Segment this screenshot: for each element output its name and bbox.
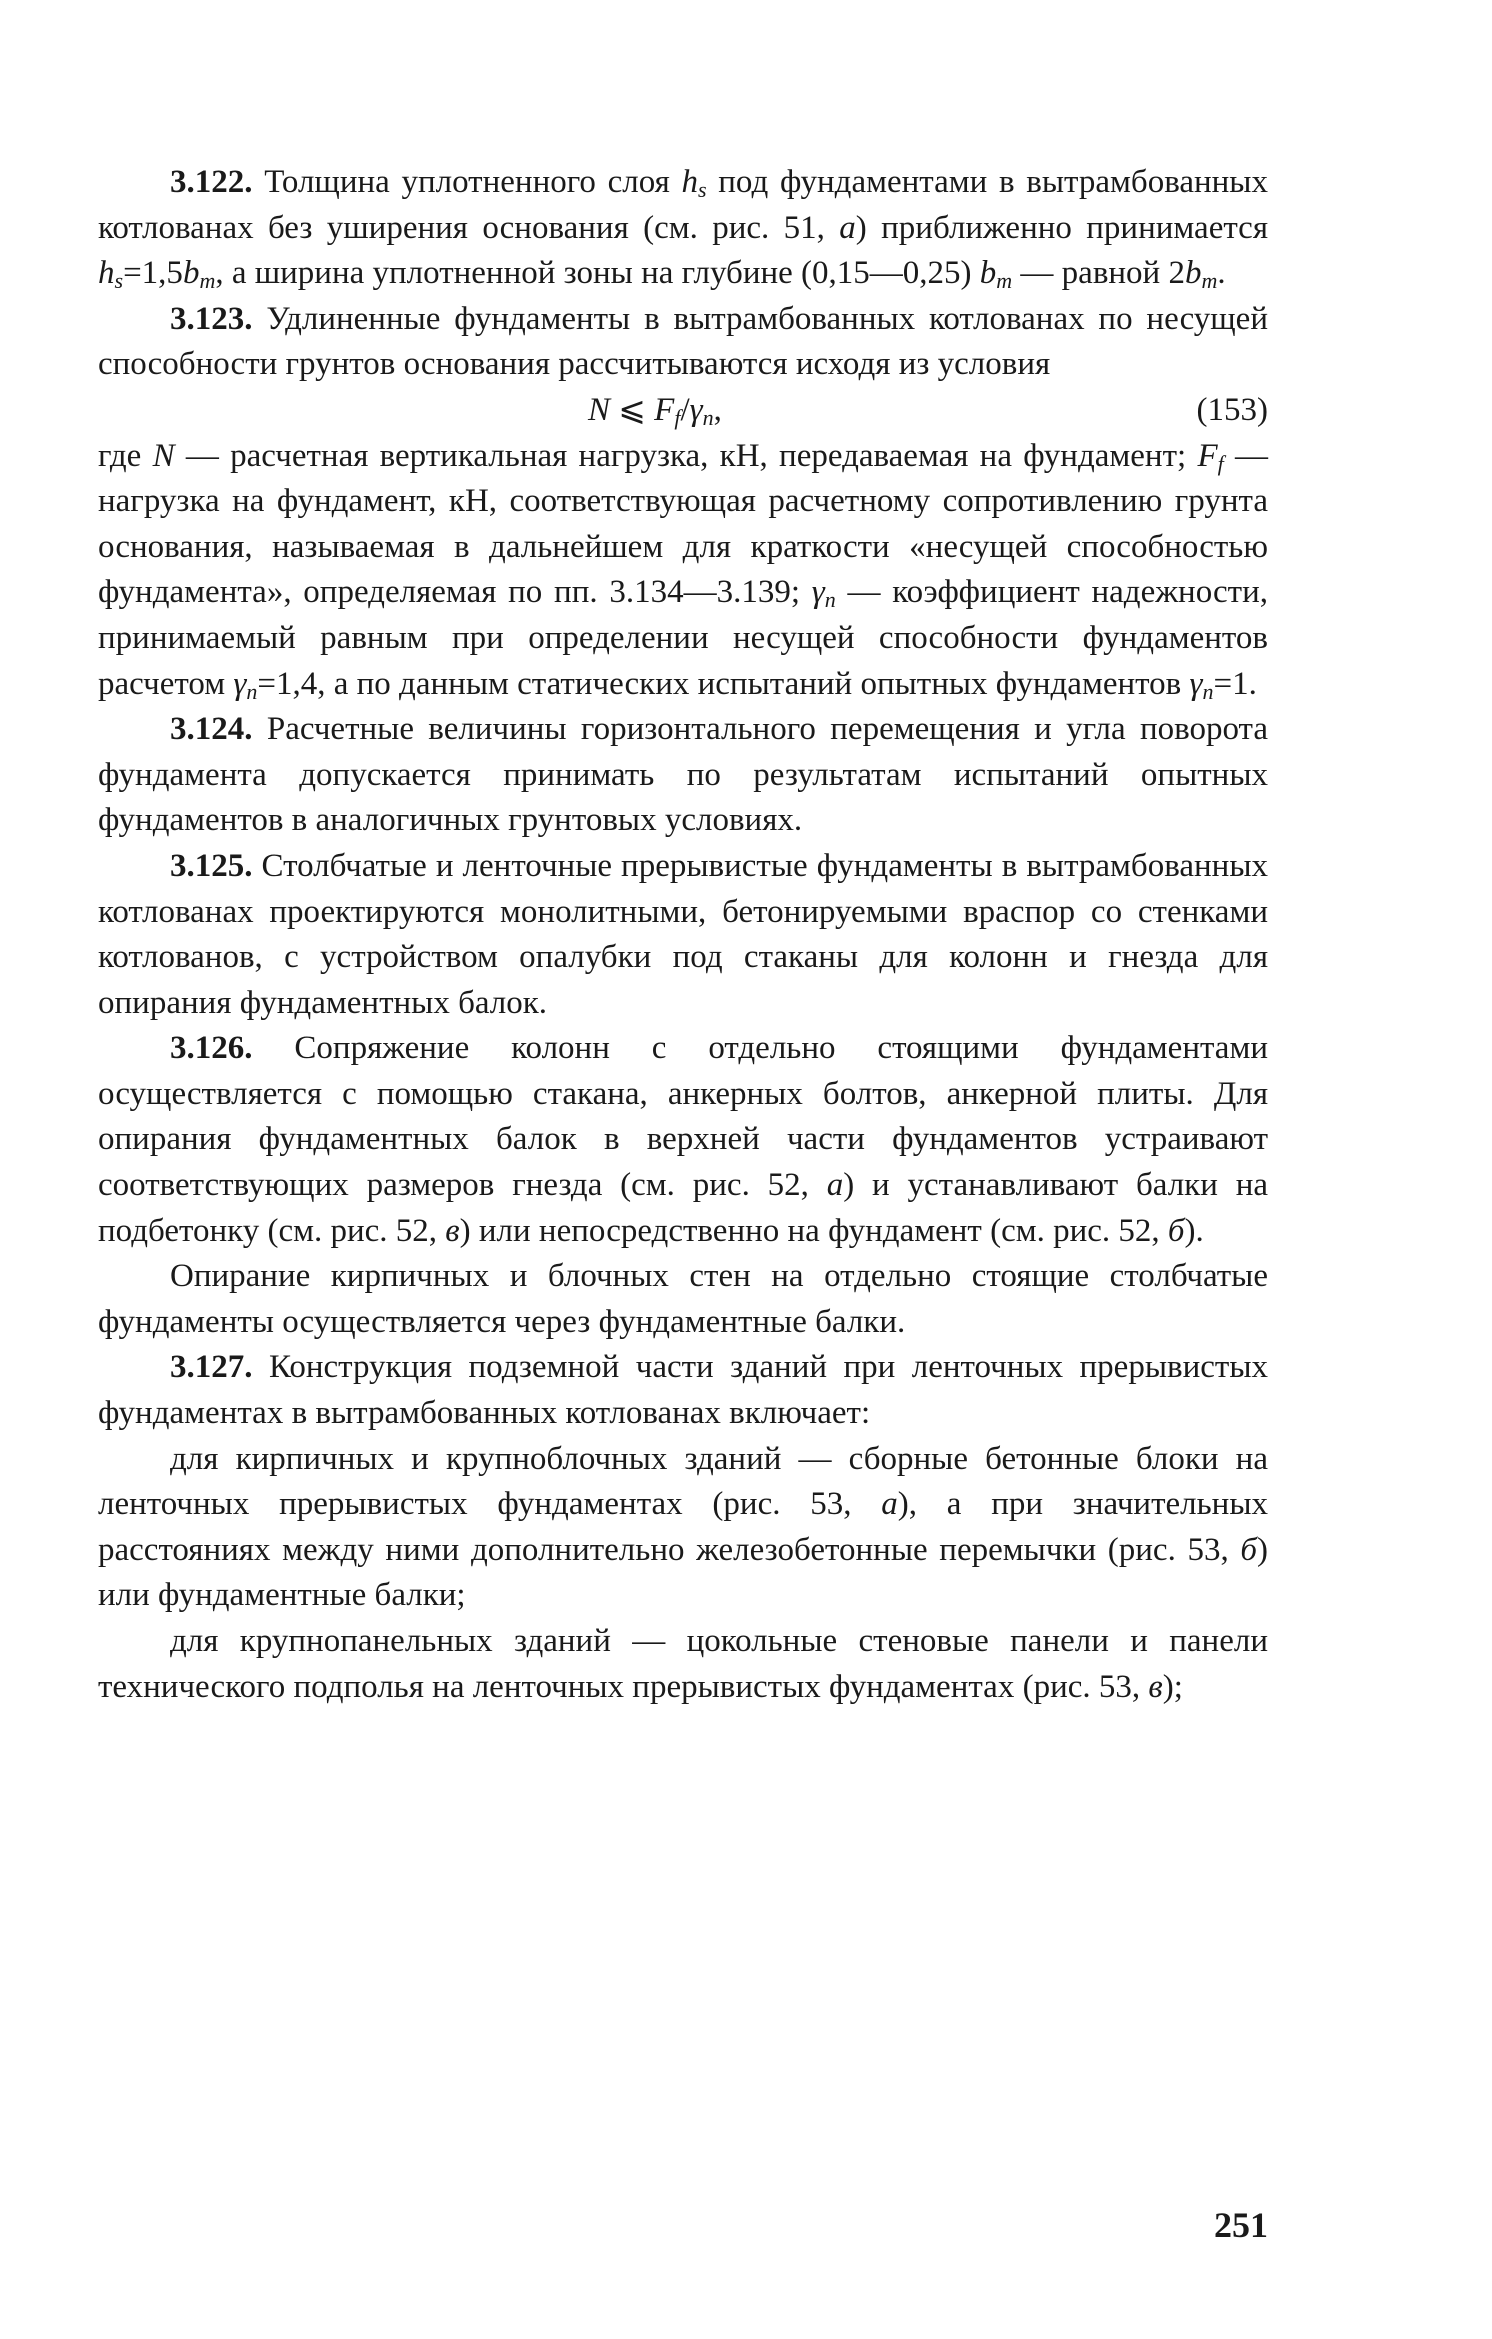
paragraph-3-127 bbox=[98, 1345, 1268, 1436]
paragraph-3-126 bbox=[98, 1026, 1268, 1254]
figure-ref: в bbox=[445, 1212, 460, 1249]
text: . bbox=[1217, 255, 1226, 292]
subscript: m bbox=[199, 268, 216, 294]
text: ). bbox=[1184, 1212, 1204, 1249]
figure-ref: а bbox=[826, 1167, 844, 1204]
text: — коэффициент надежности, принимаемый равным при определении несущей способности фундаментов расчетом bbox=[98, 574, 1268, 702]
paragraph-3-127-panel bbox=[98, 1619, 1268, 1710]
subscript: m bbox=[996, 268, 1013, 294]
clause-number: 3.122. bbox=[170, 164, 253, 200]
text: — расчетная вертикальная нагрузка, кН, передаваемая на фундамент; bbox=[174, 437, 1198, 474]
var-h: h bbox=[98, 255, 115, 292]
text: Толщина уплотненного слоя bbox=[252, 164, 682, 200]
text: для крупнопанельных зданий — цокольные стеновые панели и панели технического подполья на ленточных прерывистых фундаментах (рис. 53, bbox=[98, 1623, 1268, 1705]
clause-number: 3.124. bbox=[170, 711, 253, 748]
var-F: F bbox=[654, 391, 675, 428]
subscript: n bbox=[702, 404, 714, 430]
var-gamma: γ bbox=[233, 665, 247, 702]
var-h: h bbox=[681, 164, 698, 200]
clause-number: 3.126. bbox=[170, 1030, 253, 1067]
text: ); bbox=[1162, 1668, 1183, 1705]
relation: ⩽ bbox=[610, 391, 655, 428]
text: где bbox=[98, 437, 153, 474]
figure-ref: а bbox=[839, 209, 856, 246]
subscript: s bbox=[114, 268, 124, 294]
text: =1. bbox=[1213, 665, 1257, 702]
var-N: N bbox=[588, 391, 611, 428]
clause-number: 3.123. bbox=[170, 300, 253, 337]
text: Конструкция подземной части зданий при ленточных прерывистых фундаментах в вытрамбованных котлованах включает: bbox=[98, 1349, 1268, 1432]
paragraph-3-126-support: Опирание кирпичных и блочных стен на отдельно стоящие столбчатые фундаменты осуществляется через фундаментные балки. bbox=[98, 1258, 1268, 1340]
var-F: F bbox=[1197, 437, 1218, 474]
var-gamma: γ bbox=[1189, 665, 1203, 702]
text: ) или фундаментные балки; bbox=[98, 1531, 1268, 1614]
clause-number: 3.127. bbox=[170, 1349, 253, 1386]
paragraph-3-124 bbox=[98, 707, 1268, 844]
text: ) или непосредственно на фундамент (см. рис. 52, bbox=[459, 1212, 1168, 1249]
text: для кирпичных и крупноблочных зданий — сборные бетонные блоки на ленточных прерывистых фундаментах (рис. 53, bbox=[98, 1440, 1268, 1523]
text: Расчетные величины горизонтального перемещения и угла поворота фундамента допускается принимать по результатам испытаний опытных фундаментов в аналогичных грунтовых условиях. bbox=[98, 711, 1268, 839]
paragraph-3-125 bbox=[98, 844, 1268, 1026]
var-N: N bbox=[152, 437, 175, 474]
var-gamma: γ bbox=[689, 391, 703, 428]
text: Сопряжение колонн с отдельно стоящими фундаментами осуществляется с помощью стакана, анкерных болтов, анкерной плиты. Для опирания фундаментных балок в верхней части фундаментов устраивают соответствующих размеров гнезда (см. рис. 52, bbox=[98, 1030, 1268, 1204]
figure-ref: б bbox=[1167, 1212, 1185, 1249]
figure-ref: а bbox=[881, 1486, 898, 1523]
subscript: s bbox=[698, 177, 707, 202]
subscript: n bbox=[824, 587, 836, 613]
figure-ref: в bbox=[1148, 1668, 1163, 1705]
text: — нагрузка на фундамент, кН, соответствующая расчетному сопротивлению грунта основания, называемая в дальнейшем для краткости «несущей способностью фундамента», определяемая по пп. 3.134—3.139; bbox=[98, 437, 1268, 611]
slash: / bbox=[680, 391, 690, 428]
subscript: m bbox=[1201, 268, 1218, 294]
text: Столбчатые и ленточные прерывистые фундаменты в вытрамбованных котлованах проектируются монолитными, бетонируемыми враспор со стенками котлованов, с устройством опалубки под стаканы для колонн и гнезда для опирания фундаментных балок. bbox=[98, 847, 1268, 1021]
text: ) и устанавливают балки на подбетонку (см. рис. 52, bbox=[98, 1167, 1268, 1249]
clause-number: 3.125. bbox=[170, 847, 253, 884]
formula-expression bbox=[588, 388, 722, 434]
paragraph-3-123-definitions bbox=[98, 434, 1268, 708]
paragraph-3-123 bbox=[98, 297, 1268, 388]
subscript: n bbox=[1202, 678, 1214, 704]
var-gamma: γ bbox=[811, 574, 825, 611]
text: Удлиненные фундаменты в вытрамбованных котлованах по несущей способности грунтов основания рассчитываются исходя из условия bbox=[98, 300, 1268, 383]
paragraph-3-122 bbox=[98, 160, 1268, 297]
formula-153 bbox=[98, 388, 1268, 434]
var-b: b bbox=[1184, 255, 1202, 292]
text: — равной 2 bbox=[1012, 255, 1185, 292]
text: ), а при значительных расстояниях между ними дополнительно железобетонные перемычки (рис. 53, bbox=[98, 1486, 1268, 1568]
page-body bbox=[98, 160, 1268, 1710]
subscript: f bbox=[674, 404, 681, 430]
paragraph-3-127-brick bbox=[98, 1437, 1268, 1619]
text: ) приближенно принимается bbox=[855, 209, 1269, 246]
page-number: 251 bbox=[1214, 2205, 1268, 2245]
text: =1,5 bbox=[123, 255, 183, 292]
text: , а ширина уплотненной зоны на глубине (0,15—0,25) bbox=[215, 255, 980, 292]
subscript: f bbox=[1217, 450, 1224, 476]
text: под фундаментами в вытрамбованных котлованах без уширения основания (см. рис. 51, bbox=[98, 164, 1268, 246]
figure-ref: б bbox=[1240, 1531, 1257, 1568]
comma: , bbox=[713, 391, 722, 428]
formula-number: (153) bbox=[1196, 391, 1268, 428]
subscript: n bbox=[246, 678, 258, 704]
text: =1,4, а по данным статических испытаний опытных фундаментов bbox=[257, 665, 1190, 702]
var-b: b bbox=[182, 255, 200, 292]
var-b: b bbox=[979, 255, 997, 292]
